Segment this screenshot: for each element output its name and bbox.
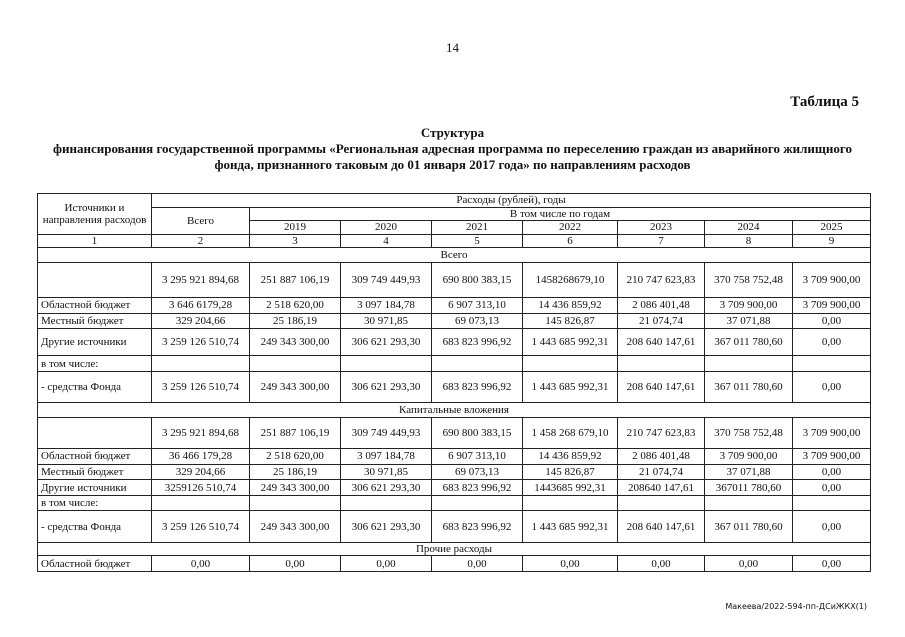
value-cell: 208640 147,61 — [618, 480, 705, 496]
value-cell: 2 518 620,00 — [250, 298, 341, 314]
total-header: Всего — [152, 207, 250, 234]
value-cell: 306 621 293,30 — [341, 480, 432, 496]
footer-code: Макеева/2022-594-пп-ДСиЖКХ(1) — [725, 602, 867, 611]
value-cell: 683 823 996,92 — [432, 480, 523, 496]
value-cell: 0,00 — [793, 464, 871, 480]
value-cell: 367 011 780,60 — [705, 511, 793, 542]
column-number: 2 — [152, 234, 250, 248]
year-header: 2021 — [432, 221, 523, 235]
value-cell — [250, 356, 341, 372]
value-cell — [250, 495, 341, 511]
value-cell — [705, 495, 793, 511]
table-row — [38, 262, 871, 297]
section-title-row — [38, 403, 871, 418]
value-cell: 3 709 900,00 — [793, 417, 871, 448]
value-cell — [705, 356, 793, 372]
value-cell: 690 800 383,15 — [432, 262, 523, 297]
value-cell: 21 074,74 — [618, 313, 705, 329]
value-cell: 683 823 996,92 — [432, 329, 523, 356]
value-cell: 3 709 900,00 — [793, 449, 871, 465]
section-title-row — [38, 542, 871, 556]
value-cell: 0,00 — [341, 556, 432, 572]
row-label — [38, 262, 152, 297]
column-number: 7 — [618, 234, 705, 248]
value-cell: 2 518 620,00 — [250, 449, 341, 465]
title-line: фонда, признанного таковым до 01 января 2017 года» по направлениям расходов — [214, 157, 691, 172]
year-header: 2024 — [705, 221, 793, 235]
value-cell: 69 073,13 — [432, 313, 523, 329]
by-years-header: В том числе по годам — [250, 207, 871, 221]
value-cell: 367 011 780,60 — [705, 371, 793, 402]
value-cell — [152, 356, 250, 372]
value-cell: 210 747 623,83 — [618, 417, 705, 448]
value-cell: 145 826,87 — [523, 313, 618, 329]
value-cell: 309 749 449,93 — [341, 417, 432, 448]
value-cell: 249 343 300,00 — [250, 371, 341, 402]
source-header: Источники и направления расходов — [38, 194, 152, 235]
value-cell: 14 436 859,92 — [523, 449, 618, 465]
value-cell: 690 800 383,15 — [432, 417, 523, 448]
table-body — [38, 194, 871, 572]
value-cell: 1458268679,10 — [523, 262, 618, 297]
value-cell — [523, 356, 618, 372]
year-header: 2022 — [523, 221, 618, 235]
row-label: Областной бюджет — [38, 449, 152, 465]
value-cell: 3 646 6179,28 — [152, 298, 250, 314]
financing-table — [37, 193, 871, 572]
value-cell — [618, 356, 705, 372]
column-number: 9 — [793, 234, 871, 248]
title-line: финансирования государственной программы «Региональная адресная программа по переселению граждан из аварийного жилищного — [53, 141, 852, 156]
table-row — [38, 371, 871, 402]
value-cell: 249 343 300,00 — [250, 329, 341, 356]
table-row — [38, 556, 871, 572]
value-cell: 0,00 — [793, 511, 871, 542]
value-cell: 3 097 184,78 — [341, 298, 432, 314]
expenses-header: Расходы (рублей), годы — [152, 194, 871, 208]
value-cell: 3 259 126 510,74 — [152, 329, 250, 356]
value-cell — [432, 356, 523, 372]
row-label: - средства Фонда — [38, 371, 152, 402]
value-cell: 208 640 147,61 — [618, 511, 705, 542]
value-cell: 0,00 — [793, 329, 871, 356]
year-header: 2025 — [793, 221, 871, 235]
column-number: 6 — [523, 234, 618, 248]
value-cell: 30 971,85 — [341, 313, 432, 329]
value-cell: 3 709 900,00 — [705, 449, 793, 465]
value-cell: 3 295 921 894,68 — [152, 262, 250, 297]
table-row — [38, 329, 871, 356]
value-cell: 25 186,19 — [250, 313, 341, 329]
table-row — [38, 417, 871, 448]
row-label: в том числе: — [38, 356, 152, 372]
table-row — [38, 298, 871, 314]
table-row — [38, 464, 871, 480]
value-cell: 1 443 685 992,31 — [523, 371, 618, 402]
value-cell: 37 071,88 — [705, 313, 793, 329]
value-cell: 0,00 — [793, 313, 871, 329]
row-label: Областной бюджет — [38, 298, 152, 314]
value-cell: 1 443 685 992,31 — [523, 329, 618, 356]
value-cell: 2 086 401,48 — [618, 449, 705, 465]
value-cell: 329 204,66 — [152, 464, 250, 480]
value-cell: 683 823 996,92 — [432, 511, 523, 542]
table-row — [38, 356, 871, 372]
value-cell: 683 823 996,92 — [432, 371, 523, 402]
page-number: 14 — [446, 40, 459, 55]
year-header: 2019 — [250, 221, 341, 235]
year-header: 2023 — [618, 221, 705, 235]
value-cell: 1 458 268 679,10 — [523, 417, 618, 448]
value-cell: 0,00 — [432, 556, 523, 572]
value-cell: 3 709 900,00 — [705, 298, 793, 314]
table-row — [38, 495, 871, 511]
document-title — [0, 125, 905, 173]
value-cell: 370 758 752,48 — [705, 262, 793, 297]
value-cell: 306 621 293,30 — [341, 329, 432, 356]
value-cell: 329 204,66 — [152, 313, 250, 329]
row-label: Местный бюджет — [38, 464, 152, 480]
value-cell: 36 466 179,28 — [152, 449, 250, 465]
row-label: Другие источники — [38, 329, 152, 356]
table-row — [38, 449, 871, 465]
value-cell: 3 709 900,00 — [793, 262, 871, 297]
value-cell: 370 758 752,48 — [705, 417, 793, 448]
value-cell: 0,00 — [793, 480, 871, 496]
value-cell: 21 074,74 — [618, 464, 705, 480]
value-cell: 30 971,85 — [341, 464, 432, 480]
value-cell: 2 086 401,48 — [618, 298, 705, 314]
row-label: в том числе: — [38, 495, 152, 511]
value-cell: 0,00 — [618, 556, 705, 572]
value-cell: 14 436 859,92 — [523, 298, 618, 314]
value-cell: 210 747 623,83 — [618, 262, 705, 297]
value-cell: 3 097 184,78 — [341, 449, 432, 465]
value-cell — [152, 495, 250, 511]
value-cell: 306 621 293,30 — [341, 371, 432, 402]
section-title: Всего — [38, 248, 871, 263]
value-cell: 249 343 300,00 — [250, 511, 341, 542]
column-number: 1 — [38, 234, 152, 248]
value-cell: 309 749 449,93 — [341, 262, 432, 297]
value-cell — [618, 495, 705, 511]
value-cell: 3 259 126 510,74 — [152, 511, 250, 542]
section-title-row — [38, 248, 871, 263]
row-label — [38, 417, 152, 448]
value-cell — [523, 495, 618, 511]
value-cell: 306 621 293,30 — [341, 511, 432, 542]
column-number: 5 — [432, 234, 523, 248]
value-cell: 25 186,19 — [250, 464, 341, 480]
column-number-row — [38, 234, 871, 248]
value-cell: 69 073,13 — [432, 464, 523, 480]
value-cell: 0,00 — [793, 556, 871, 572]
table-row — [38, 480, 871, 496]
table-caption: Таблица 5 — [790, 94, 859, 110]
column-number: 4 — [341, 234, 432, 248]
value-cell — [793, 356, 871, 372]
title-line: Структура — [420, 125, 485, 140]
value-cell: 6 907 313,10 — [432, 449, 523, 465]
value-cell: 1443685 992,31 — [523, 480, 618, 496]
value-cell — [341, 495, 432, 511]
value-cell: 3 295 921 894,68 — [152, 417, 250, 448]
value-cell: 0,00 — [152, 556, 250, 572]
value-cell: 3 259 126 510,74 — [152, 371, 250, 402]
value-cell: 249 343 300,00 — [250, 480, 341, 496]
value-cell: 145 826,87 — [523, 464, 618, 480]
section-title: Капитальные вложения — [38, 403, 871, 418]
value-cell: 0,00 — [523, 556, 618, 572]
value-cell — [341, 356, 432, 372]
section-title: Прочие расходы — [38, 542, 871, 556]
value-cell — [793, 495, 871, 511]
column-number: 3 — [250, 234, 341, 248]
value-cell: 208 640 147,61 — [618, 371, 705, 402]
value-cell: 3 709 900,00 — [793, 298, 871, 314]
header-row — [38, 207, 871, 221]
table-row — [38, 313, 871, 329]
value-cell: 3259126 510,74 — [152, 480, 250, 496]
value-cell: 1 443 685 992,31 — [523, 511, 618, 542]
value-cell: 6 907 313,10 — [432, 298, 523, 314]
value-cell: 208 640 147,61 — [618, 329, 705, 356]
value-cell: 367011 780,60 — [705, 480, 793, 496]
value-cell: 0,00 — [250, 556, 341, 572]
value-cell: 0,00 — [705, 556, 793, 572]
value-cell: 251 887 106,19 — [250, 417, 341, 448]
column-number: 8 — [705, 234, 793, 248]
table-row — [38, 511, 871, 542]
value-cell: 37 071,88 — [705, 464, 793, 480]
header-row — [38, 194, 871, 208]
row-label: Местный бюджет — [38, 313, 152, 329]
row-label: Областной бюджет — [38, 556, 152, 572]
row-label: Другие источники — [38, 480, 152, 496]
value-cell — [432, 495, 523, 511]
year-header: 2020 — [341, 221, 432, 235]
value-cell: 251 887 106,19 — [250, 262, 341, 297]
value-cell: 367 011 780,60 — [705, 329, 793, 356]
row-label: - средства Фонда — [38, 511, 152, 542]
value-cell: 0,00 — [793, 371, 871, 402]
